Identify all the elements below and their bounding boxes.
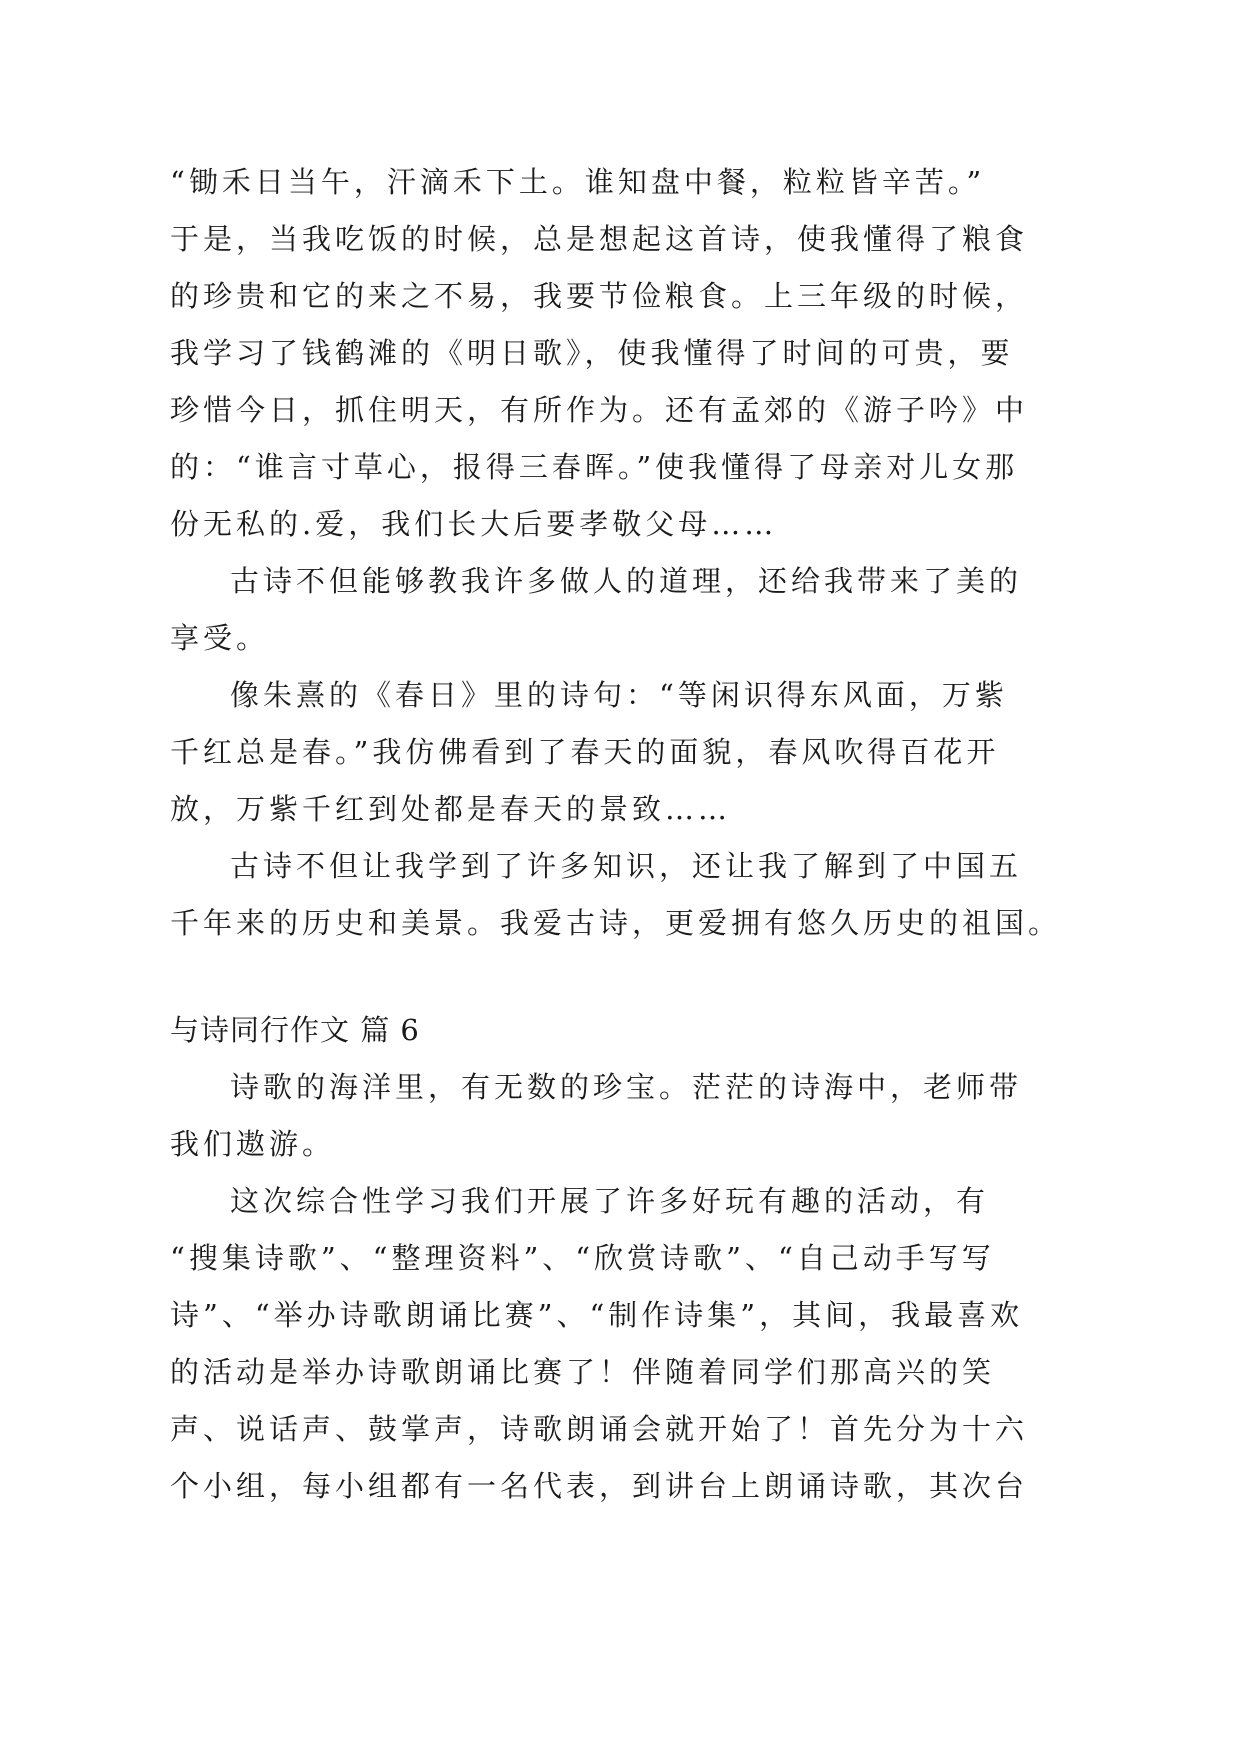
line-text: 这次综合性学习我们开展了许多好玩有趣的活动，有 xyxy=(230,1184,990,1218)
text-line xyxy=(0,722,1241,782)
line-text: 放，万紫千红到处都是春天的景致…… xyxy=(170,792,732,826)
text-line xyxy=(0,437,1241,497)
line-text: 诗”、“举办诗歌朗诵比赛”、“制作诗集”，其间，我最喜欢 xyxy=(170,1298,1024,1332)
line-text: 个小组，每小组都有一名代表，到讲台上朗诵诗歌，其次台 xyxy=(170,1469,1029,1503)
line-text: 像朱熹的《春日》里的诗句：“等闲识得东风面，万紫 xyxy=(230,678,1008,712)
section-title xyxy=(0,1000,1241,1060)
line-text: 的珍贵和它的来之不易，我要节俭粮食。上三年级的时候， xyxy=(170,279,1029,313)
line-text: “搜集诗歌”、“整理资料”、“欣赏诗歌”、“自己动手写写 xyxy=(170,1241,995,1275)
line-text: 诗歌的海洋里，有无数的珍宝。茫茫的诗海中，老师带 xyxy=(230,1070,1023,1104)
text-line xyxy=(0,779,1241,839)
text-line xyxy=(0,665,1241,725)
text-line xyxy=(0,1171,1241,1231)
text-line xyxy=(0,380,1241,440)
line-text: 古诗不但让我学到了许多知识，还让我了解到了中国五 xyxy=(230,849,1023,883)
text-line xyxy=(0,551,1241,611)
text-line xyxy=(0,1399,1241,1459)
text-line xyxy=(0,1114,1241,1174)
line-text: 享受。 xyxy=(170,621,270,655)
text-line xyxy=(0,152,1241,212)
text-line xyxy=(0,1228,1241,1288)
text-line xyxy=(0,893,1241,953)
line-text: “锄禾日当午，汗滴禾下土。谁知盘中餐，粒粒皆辛苦。” xyxy=(170,165,986,199)
line-text: 千红总是春。”我仿佛看到了春天的面貌，春风吹得百花开 xyxy=(170,735,1000,769)
text-line xyxy=(0,323,1241,383)
text-line xyxy=(0,836,1241,896)
text-line xyxy=(0,1456,1241,1516)
line-text: 于是，当我吃饭的时候，总是想起这首诗，使我懂得了粮食 xyxy=(170,222,1029,256)
line-text: 我学习了钱鹤滩的《明日歌》，使我懂得了时间的可贵，要 xyxy=(170,336,1014,370)
text-line xyxy=(0,494,1241,554)
text-line xyxy=(0,1342,1241,1402)
section-title-text: 与诗同行作文 篇 6 xyxy=(170,1013,420,1047)
line-text: 珍惜今日，抓住明天，有所作为。还有孟郊的《游子吟》中 xyxy=(170,393,1029,427)
text-line xyxy=(0,209,1241,269)
text-line xyxy=(0,608,1241,668)
text-line xyxy=(0,266,1241,326)
line-text: 千年来的历史和美景。我爱古诗，更爱拥有悠久历史的祖国。 xyxy=(170,906,1062,940)
text-line xyxy=(0,1057,1241,1117)
line-text: 的：“谁言寸草心，报得三春晖。”使我懂得了母亲对儿女那 xyxy=(170,450,1019,484)
line-text: 份无私的.爱，我们长大后要孝敬父母…… xyxy=(170,507,778,541)
line-text: 古诗不但能够教我许多做人的道理，还给我带来了美的 xyxy=(230,564,1023,598)
text-line xyxy=(0,1285,1241,1345)
line-text: 我们遨游。 xyxy=(170,1127,336,1161)
line-text: 的活动是举办诗歌朗诵比赛了！伴随着同学们那高兴的笑 xyxy=(170,1355,996,1389)
line-text: 声、说话声、鼓掌声，诗歌朗诵会就开始了！首先分为十六 xyxy=(170,1412,1029,1446)
